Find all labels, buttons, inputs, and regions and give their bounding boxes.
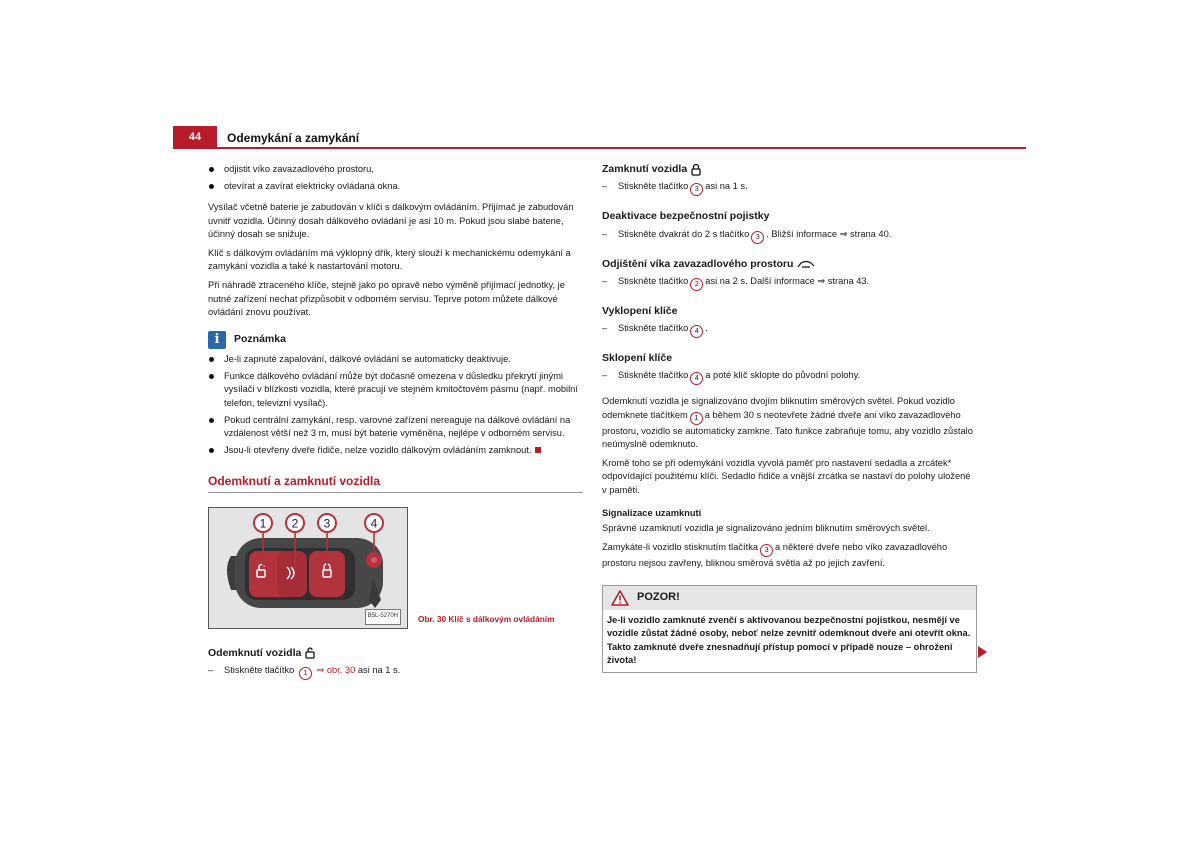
figure-code: B5L-5270H [365,609,401,624]
warning-triangle-icon [611,590,629,606]
figure-link[interactable]: ⇒ obr. 30 [316,664,356,675]
section-title: Odemknutí a zamknutí vozidla [208,475,583,492]
lock-step: – Stiskněte tlačítko 3 asi na 1 s. [602,180,977,196]
page-number: 44 [173,126,217,148]
paragraph: Správné uzamknutí vozidla je signalizováno jedním bliknutím směrových světel. [602,523,930,533]
key-figure [208,507,408,629]
info-icon: i [208,331,226,349]
signal-heading: Signalizace uzamknutí [602,507,702,518]
paragraph: Zamykáte-li vozidlo stisknutím tlačítka 3 a některé dveře nebo víko zavazadlového prostoru nejsou zavřeny, bliknou směrová světla až po jejich zavření. [602,542,948,569]
note-title: Poznámka [234,333,286,346]
deact-heading: Deaktivace bezpečnostní pojistky [602,210,770,223]
button-ref: 3 [751,231,764,244]
button-ref: 1 [690,412,703,425]
unlock-heading [208,647,583,660]
warning-box [602,585,977,673]
bullet-item: odjistit víko zavazadlového prostoru, [208,163,583,176]
paragraph: Při náhradě ztraceného klíče, stejně jako po opravě nebo výměně přijímací jednotky, je nutné zařízení nechat přizpůsobit v odborném servisu. Teprve potom můžete dálkové ovládání znovu používat. [208,280,565,317]
note-item: Pokud centrální zamykání, resp. varovné zařízení nereaguje na dálkové ovládání na vzdálenost větší než 3 m, musí být baterie vyměněna, nejlépe v odborném servisu. [208,414,583,440]
right-column [602,163,977,673]
flipin-heading: Sklopení klíče [602,352,673,365]
button-ref: 4 [690,372,703,385]
deact-step: – Stiskněte dvakrát do 2 s tlačítko 3 . Bližší informace ⇒ strana 40. [602,228,977,244]
page-title: Odemykání a zamykání [227,131,360,145]
unlock-title: Odemknutí vozidla [208,646,302,659]
callout-2: 2 [291,516,299,531]
paragraph: Vysílač včetně baterie je zabudován v klíči s dálkovým ovládáním. Přijímač je zabudován uvnitř vozidla. Účinný dosah dálkového ovládání je asi 10 m. Pokud jsou slabé baterie, účinný dosah se snižuje. [208,202,574,239]
button-ref: 3 [760,544,773,557]
lock-title: Zamknutí vozidla [602,163,688,175]
continue-arrow-icon [978,646,987,658]
trunk-title: Odjištění víka zavazadlového prostoru [602,257,794,270]
note-item: Funkce dálkového ovládání může být dočasně omezena v důsledku překrytí jinými vysílači v blízkosti vozidla, které pracují ve stejném kmitočtovém pásmu (např. mobilní telefon, televizní vysílač). [208,370,583,410]
button-ref: 4 [690,325,703,338]
car-trunk-icon [797,259,815,269]
unlock-padlock-icon [305,647,315,659]
note-item [208,444,583,457]
note-heading [208,331,583,349]
flipout-step: – Stiskněte tlačítko 4 . [602,322,977,338]
left-column [208,163,583,684]
trunk-button[interactable] [277,551,307,597]
button-ref-1: 1 [299,667,312,680]
unlock-step: – Stiskněte tlačítko 1 ⇒ obr. 30 asi na 1 s. [208,664,583,680]
warning-title: POZOR! [637,590,680,603]
note-item: Je-li zapnuté zapalování, dálkové ovládání se automaticky deaktivuje. [208,353,583,366]
warning-text: Je-li vozidlo zamknuté zvenčí s aktivovanou bezpečnostní pojistkou, nesmějí ve vozidle zůstat žádné osoby, neboť nelze zevnitř odemknout dveře ani otevřít okna. Takto zamknuté dveře znesnadňují přístup pomocí v případě nouze – ohrožení života! [607,614,971,665]
flipin-step: – Stiskněte tlačítko 4 a poté klíč sklopte do původní polohy. [602,369,977,385]
button-ref: 2 [690,278,703,291]
callout-3: 3 [323,516,331,531]
callout-1: 1 [259,516,267,531]
paragraph: Kromě toho se při odemykání vozidla vyvolá paměť pro nastavení sedadla a zrcátek* odpovídající použitému klíči. Sedadlo řidiče a vnější zrcátka se nastaví do polohy uložené v paměti. [602,458,971,495]
note-item-text: Jsou-li otevřeny dveře řidiče, nelze vozidlo dálkovým ovládáním zamknout. [224,445,532,456]
trunk-heading [602,258,977,271]
lock-padlock-icon [691,164,701,176]
button-ref: 3 [690,183,703,196]
bullet-item: otevírat a zavírat elektricky ovládaná okna. [208,180,583,193]
figure-row [208,507,583,629]
header-rule [173,147,1026,149]
section-end-icon [535,447,541,453]
figure-caption: Obr. 30 Klíč s dálkovým ovládáním [418,614,555,625]
lock-heading [602,163,977,176]
paragraph: Odemknutí vozidla je signalizováno dvojím bliknutím směrových světel. Pokud vozidlo odemknete tlačítkem 1 a během 30 s neotevřete žádné dveře ani víko zavazadlového prostoru, vozidlo se automaticky zamkne. Tato funkce zabraňuje tomu, aby vozidlo zůstalo neúmyslně odemknuto. [602,396,973,449]
callout-4: 4 [370,516,378,531]
warning-header [603,586,976,610]
paragraph: Klíč s dálkovým ovládáním má výklopný dřík, který slouží k mechanickému odemykání a zamykání vozidla a také k nastartování motoru. [208,248,571,272]
trunk-step: – Stiskněte tlačítko 2 asi na 2 s. Další informace ⇒ strana 43. [602,275,977,291]
flipout-heading: Vyklopení klíče [602,304,678,317]
